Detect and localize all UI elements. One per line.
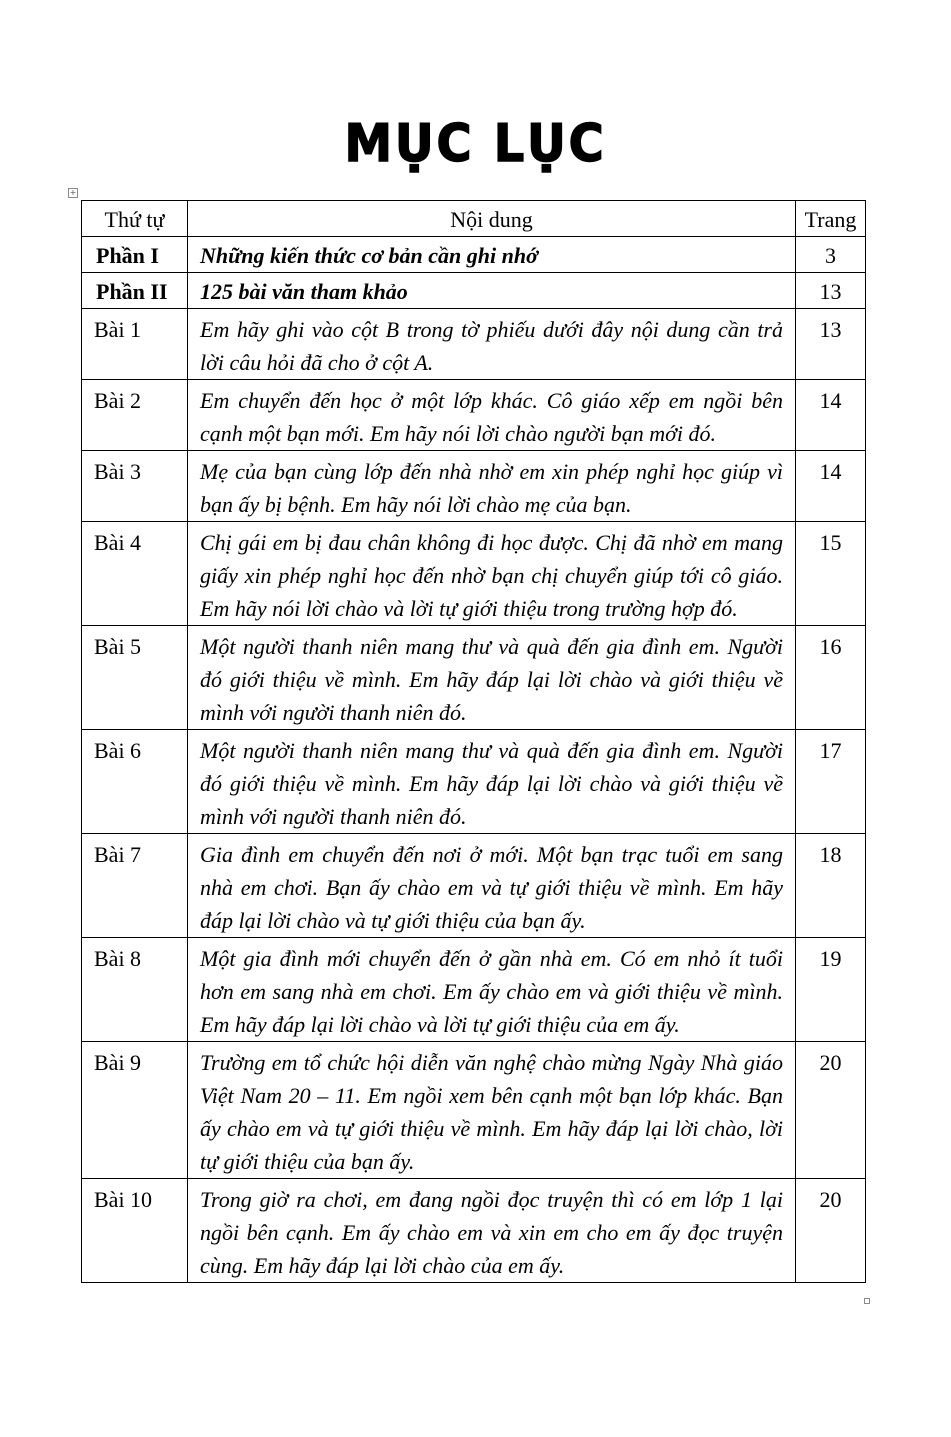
lesson-page: 14 (796, 451, 866, 522)
table-row (82, 834, 866, 938)
header-order: Thứ tự (82, 201, 188, 237)
header-content: Nội dung (188, 201, 796, 237)
lesson-content: Mẹ của bạn cùng lớp đến nhà nhờ em xin phép nghỉ học giúp vì bạn ấy bị bệnh. Em hãy nói lời chào mẹ của bạn. (188, 451, 796, 522)
lesson-page: 19 (796, 938, 866, 1042)
lesson-content: Chị gái em bị đau chân không đi học được. Chị đã nhờ em mang giấy xin phép nghỉ học đến nhờ bạn chị chuyển giúp tới cô giáo. Em hãy nói lời chào và lời tự giới thiệu trong trường hợp đó. (188, 522, 796, 626)
lesson-page: 13 (796, 309, 866, 380)
lesson-page: 16 (796, 626, 866, 730)
lesson-content: Em hãy ghi vào cột B trong tờ phiếu dưới đây nội dung cần trả lời câu hỏi đã cho ở cột A. (188, 309, 796, 380)
lesson-content: Một gia đình mới chuyển đến ở gần nhà em. Có em nhỏ ít tuổi hơn em sang nhà em chơi. Em ấy chào em và giới thiệu về mình. Em hãy đáp lại lời chào và lời tự giới thiệu của em ấy. (188, 938, 796, 1042)
table-row (82, 1042, 866, 1179)
header-page: Trang (796, 201, 866, 237)
section-order: Phần II (82, 273, 188, 309)
lesson-content: Gia đình em chuyển đến nơi ở mới. Một bạn trạc tuổi em sang nhà em chơi. Bạn ấy chào em và tự giới thiệu về mình. Em hãy đáp lại lời chào và tự giới thiệu của bạn ấy. (188, 834, 796, 938)
table-header-row (82, 201, 866, 237)
lesson-page: 17 (796, 730, 866, 834)
lesson-order: Bài 1 (82, 309, 188, 380)
table-row (82, 730, 866, 834)
section-row (82, 273, 866, 309)
lesson-order: Bài 7 (82, 834, 188, 938)
table-move-handle-icon[interactable]: + (69, 188, 77, 197)
lesson-page: 20 (796, 1042, 866, 1179)
table-row (82, 522, 866, 626)
lesson-content: Em chuyển đến học ở một lớp khác. Cô giáo xếp em ngồi bên cạnh một bạn mới. Em hãy nói lời chào người bạn mới đó. (188, 380, 796, 451)
section-order: Phần I (82, 237, 188, 273)
table-row (82, 309, 866, 380)
lesson-content: Trường em tổ chức hội diễn văn nghệ chào mừng Ngày Nhà giáo Việt Nam 20 – 11. Em ngồi xem bên cạnh một bạn lớp khác. Bạn ấy chào em và tự giới thiệu về mình. Em hãy đáp lại lời chào, lời tự giới thiệu của bạn ấy. (188, 1042, 796, 1179)
section-row (82, 237, 866, 273)
lesson-order: Bài 4 (82, 522, 188, 626)
lesson-page: 14 (796, 380, 866, 451)
table-row (82, 1179, 866, 1283)
lesson-order: Bài 8 (82, 938, 188, 1042)
lesson-order: Bài 6 (82, 730, 188, 834)
lesson-order: Bài 10 (82, 1179, 188, 1283)
table-row (82, 451, 866, 522)
lesson-order: Bài 9 (82, 1042, 188, 1179)
lesson-content: Một người thanh niên mang thư và quà đến gia đình em. Người đó giới thiệu về mình. Em hãy đáp lại lời chào và giới thiệu về mình với người thanh niên đó. (188, 626, 796, 730)
table-resize-handle[interactable] (864, 1298, 870, 1304)
lesson-order: Bài 2 (82, 380, 188, 451)
lesson-page: 18 (796, 834, 866, 938)
table-row (82, 938, 866, 1042)
table-row (82, 380, 866, 451)
lesson-content: Trong giờ ra chơi, em đang ngồi đọc truyện thì có em lớp 1 lại ngồi bên cạnh. Em ấy chào em và xin em cho em ấy đọc truyện cùng. Em hãy đáp lại lời chào của em ấy. (188, 1179, 796, 1283)
section-title: Những kiến thức cơ bản cần ghi nhớ (188, 237, 796, 273)
section-page: 13 (796, 273, 866, 309)
section-title: 125 bài văn tham khảo (188, 273, 796, 309)
lesson-content: Một người thanh niên mang thư và quà đến gia đình em. Người đó giới thiệu về mình. Em hãy đáp lại lời chào và giới thiệu về mình với người thanh niên đó. (188, 730, 796, 834)
lesson-page: 20 (796, 1179, 866, 1283)
lesson-order: Bài 5 (82, 626, 188, 730)
table-row (82, 626, 866, 730)
lesson-page: 15 (796, 522, 866, 626)
table-of-contents (81, 200, 866, 1283)
lesson-order: Bài 3 (82, 451, 188, 522)
section-page: 3 (796, 237, 866, 273)
page-title: MỤC LỤC (344, 114, 607, 174)
